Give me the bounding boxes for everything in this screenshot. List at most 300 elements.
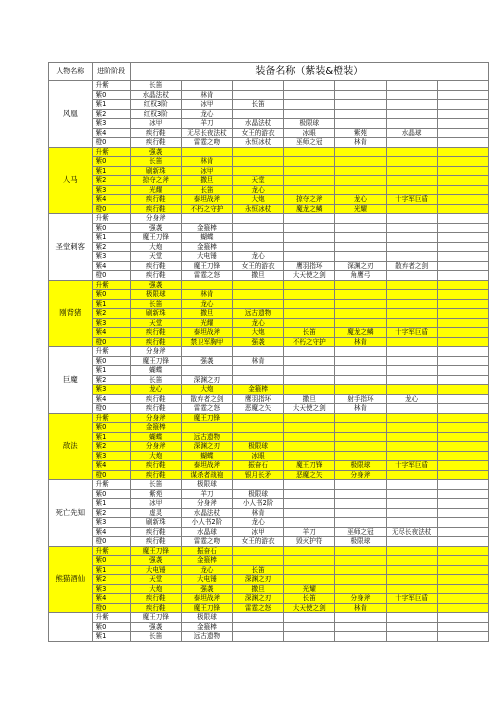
item-cell[interactable]	[386, 423, 437, 433]
item-cell[interactable]	[437, 233, 488, 243]
stage-cell[interactable]: 紫0	[92, 356, 130, 366]
item-cell[interactable]: 分身斧	[181, 499, 232, 509]
item-cell[interactable]	[386, 451, 437, 461]
item-cell[interactable]: 林肯	[335, 138, 386, 148]
item-cell[interactable]: 女王的游衣	[233, 128, 284, 138]
item-cell[interactable]: 撒旦	[233, 584, 284, 594]
item-cell[interactable]: 长笛	[284, 594, 335, 604]
item-cell[interactable]	[284, 613, 335, 623]
item-cell[interactable]	[386, 347, 437, 357]
item-cell[interactable]	[233, 90, 284, 100]
item-cell[interactable]: 金箍棒	[181, 556, 232, 566]
item-cell[interactable]: 冰眼	[284, 128, 335, 138]
hero-name-cell[interactable]: 死亡先知	[49, 480, 93, 547]
stage-cell[interactable]: 升紫	[92, 613, 130, 623]
item-cell[interactable]	[335, 489, 386, 499]
item-cell[interactable]	[386, 223, 437, 233]
item-cell[interactable]: 蝴蝶	[181, 451, 232, 461]
item-cell[interactable]	[386, 470, 437, 480]
stage-cell[interactable]: 紫3	[92, 318, 130, 328]
item-cell[interactable]: 不朽之守护	[181, 204, 232, 214]
stage-cell[interactable]: 橙0	[92, 337, 130, 347]
item-cell[interactable]: 小人书2阶	[233, 499, 284, 509]
item-cell[interactable]	[386, 204, 437, 214]
item-cell[interactable]: 龙心	[335, 195, 386, 205]
item-cell[interactable]: 光耀	[181, 318, 232, 328]
item-cell[interactable]	[437, 527, 488, 537]
stage-cell[interactable]: 橙0	[92, 204, 130, 214]
item-cell[interactable]	[437, 432, 488, 442]
stage-cell[interactable]: 升紫	[92, 280, 130, 290]
item-cell[interactable]	[335, 356, 386, 366]
item-cell[interactable]	[437, 90, 488, 100]
stage-cell[interactable]: 紫1	[92, 100, 130, 110]
stage-cell[interactable]: 紫4	[92, 394, 130, 404]
item-cell[interactable]: 金箍棒	[181, 223, 232, 233]
item-cell[interactable]: 林肯	[181, 157, 232, 167]
item-cell[interactable]	[284, 451, 335, 461]
item-cell[interactable]	[335, 451, 386, 461]
item-cell[interactable]: 魔王刀锋	[284, 461, 335, 471]
item-cell[interactable]	[437, 565, 488, 575]
item-cell[interactable]: 分身斧	[335, 594, 386, 604]
item-cell[interactable]	[233, 223, 284, 233]
item-cell[interactable]	[386, 613, 437, 623]
item-cell[interactable]: 疾行鞋	[130, 594, 181, 604]
item-cell[interactable]	[335, 318, 386, 328]
item-cell[interactable]: 巫师之冠	[335, 527, 386, 537]
item-cell[interactable]	[386, 185, 437, 195]
item-cell[interactable]: 冰眼	[233, 451, 284, 461]
stage-cell[interactable]: 紫4	[92, 328, 130, 338]
stage-cell[interactable]: 升紫	[92, 347, 130, 357]
stage-cell[interactable]: 橙0	[92, 470, 130, 480]
item-cell[interactable]	[386, 432, 437, 442]
item-cell[interactable]	[284, 575, 335, 585]
item-cell[interactable]: 大电锤	[181, 575, 232, 585]
item-cell[interactable]	[437, 176, 488, 186]
item-cell[interactable]: 水晶球	[181, 527, 232, 537]
stage-cell[interactable]: 紫1	[92, 233, 130, 243]
item-cell[interactable]	[437, 584, 488, 594]
stage-cell[interactable]: 橙0	[92, 537, 130, 547]
item-cell[interactable]	[386, 442, 437, 452]
item-cell[interactable]	[437, 337, 488, 347]
item-cell[interactable]: 大炮	[181, 385, 232, 395]
item-cell[interactable]: 长笛	[181, 185, 232, 195]
item-cell[interactable]	[386, 271, 437, 281]
item-cell[interactable]	[386, 252, 437, 262]
item-cell[interactable]	[437, 109, 488, 119]
item-cell[interactable]	[386, 632, 437, 642]
item-cell[interactable]	[386, 90, 437, 100]
item-cell[interactable]	[335, 546, 386, 556]
item-cell[interactable]: 掠夺之斧	[130, 176, 181, 186]
item-cell[interactable]	[437, 271, 488, 281]
item-cell[interactable]: 恶魔之矢	[284, 470, 335, 480]
item-cell[interactable]	[386, 147, 437, 157]
item-cell[interactable]	[284, 480, 335, 490]
item-cell[interactable]	[386, 299, 437, 309]
item-cell[interactable]: 强袭	[130, 556, 181, 566]
stage-cell[interactable]: 紫0	[92, 223, 130, 233]
stage-cell[interactable]: 紫2	[92, 242, 130, 252]
item-cell[interactable]	[386, 138, 437, 148]
item-cell[interactable]	[437, 204, 488, 214]
item-cell[interactable]	[284, 366, 335, 376]
item-cell[interactable]: 十字军巨盾	[386, 328, 437, 338]
stage-cell[interactable]: 紫3	[92, 451, 130, 461]
item-cell[interactable]: 紫苑	[335, 128, 386, 138]
item-cell[interactable]: 长笛	[130, 480, 181, 490]
item-cell[interactable]	[386, 480, 437, 490]
item-cell[interactable]	[335, 347, 386, 357]
item-cell[interactable]	[335, 280, 386, 290]
item-cell[interactable]: 十字军巨盾	[386, 461, 437, 471]
item-cell[interactable]: 天堂	[233, 176, 284, 186]
item-cell[interactable]: 强袭	[233, 337, 284, 347]
item-cell[interactable]: 林肯	[181, 90, 232, 100]
item-cell[interactable]	[437, 138, 488, 148]
item-cell[interactable]: 蝴蝶	[181, 233, 232, 243]
item-cell[interactable]	[335, 100, 386, 110]
item-cell[interactable]	[437, 613, 488, 623]
item-cell[interactable]	[386, 157, 437, 167]
item-cell[interactable]: 魔王刀锋	[181, 413, 232, 423]
item-cell[interactable]: 魔王刀锋	[130, 546, 181, 556]
item-cell[interactable]	[233, 546, 284, 556]
item-cell[interactable]: 疾行鞋	[130, 470, 181, 480]
item-cell[interactable]	[386, 166, 437, 176]
item-cell[interactable]	[284, 90, 335, 100]
item-cell[interactable]	[233, 81, 284, 91]
stage-cell[interactable]: 紫2	[92, 575, 130, 585]
item-cell[interactable]: 林肯	[233, 508, 284, 518]
item-cell[interactable]	[284, 299, 335, 309]
item-cell[interactable]	[284, 242, 335, 252]
item-cell[interactable]: 极限球	[335, 537, 386, 547]
item-cell[interactable]: 水晶法杖	[233, 119, 284, 129]
item-cell[interactable]	[284, 423, 335, 433]
item-cell[interactable]: 羊刀	[181, 119, 232, 129]
item-cell[interactable]: 水晶法杖	[130, 90, 181, 100]
item-cell[interactable]	[284, 147, 335, 157]
item-cell[interactable]	[284, 565, 335, 575]
stage-cell[interactable]: 紫1	[92, 632, 130, 642]
item-cell[interactable]	[437, 252, 488, 262]
item-cell[interactable]: 龙心	[386, 394, 437, 404]
item-cell[interactable]	[335, 157, 386, 167]
item-cell[interactable]	[437, 195, 488, 205]
item-cell[interactable]	[386, 176, 437, 186]
item-cell[interactable]	[284, 442, 335, 452]
item-cell[interactable]: 金箍棒	[233, 385, 284, 395]
item-cell[interactable]	[335, 584, 386, 594]
item-cell[interactable]	[437, 518, 488, 528]
item-cell[interactable]	[233, 280, 284, 290]
item-cell[interactable]	[386, 375, 437, 385]
item-cell[interactable]	[386, 309, 437, 319]
item-cell[interactable]	[386, 280, 437, 290]
item-cell[interactable]: 鹰羽指环	[284, 261, 335, 271]
stage-cell[interactable]: 紫1	[92, 166, 130, 176]
item-cell[interactable]: 深渊之刃	[181, 442, 232, 452]
item-cell[interactable]: 天堂	[130, 252, 181, 262]
stage-cell[interactable]: 紫1	[92, 366, 130, 376]
item-cell[interactable]: 长笛	[130, 157, 181, 167]
item-cell[interactable]	[284, 556, 335, 566]
item-cell[interactable]: 龙心	[181, 299, 232, 309]
stage-cell[interactable]: 紫0	[92, 489, 130, 499]
item-cell[interactable]	[335, 518, 386, 528]
stage-cell[interactable]: 紫0	[92, 90, 130, 100]
item-cell[interactable]	[335, 119, 386, 129]
item-cell[interactable]: 疾行鞋	[130, 461, 181, 471]
item-cell[interactable]: 撒旦	[233, 271, 284, 281]
item-cell[interactable]	[386, 356, 437, 366]
item-cell[interactable]: 林肯	[335, 603, 386, 613]
item-cell[interactable]	[284, 413, 335, 423]
stage-cell[interactable]: 紫3	[92, 252, 130, 262]
item-cell[interactable]	[386, 81, 437, 91]
item-cell[interactable]	[284, 432, 335, 442]
item-cell[interactable]: 雷霆之吻	[181, 138, 232, 148]
item-cell[interactable]: 长笛	[284, 328, 335, 338]
item-cell[interactable]	[335, 242, 386, 252]
item-cell[interactable]: 羊刀	[181, 489, 232, 499]
item-cell[interactable]: 恶魔之矢	[233, 404, 284, 414]
item-cell[interactable]	[335, 385, 386, 395]
item-cell[interactable]: 冰甲	[233, 527, 284, 537]
item-cell[interactable]	[181, 81, 232, 91]
item-cell[interactable]	[284, 632, 335, 642]
item-cell[interactable]	[335, 499, 386, 509]
item-cell[interactable]: 魔王刀锋	[181, 261, 232, 271]
item-cell[interactable]	[386, 546, 437, 556]
item-cell[interactable]: 大天使之剑	[284, 603, 335, 613]
item-cell[interactable]: 无尽长夜法杖	[181, 128, 232, 138]
item-cell[interactable]: 魔王刀锋	[130, 356, 181, 366]
stage-cell[interactable]: 紫1	[92, 299, 130, 309]
item-cell[interactable]	[233, 366, 284, 376]
item-cell[interactable]: 强袭	[130, 280, 181, 290]
item-cell[interactable]	[335, 214, 386, 224]
item-cell[interactable]	[386, 318, 437, 328]
item-cell[interactable]	[335, 223, 386, 233]
item-cell[interactable]	[284, 185, 335, 195]
item-cell[interactable]: 红权3阶	[130, 109, 181, 119]
item-cell[interactable]: 强袭	[181, 584, 232, 594]
hero-name-cell[interactable]: 刚背猪	[49, 280, 93, 347]
item-cell[interactable]	[437, 318, 488, 328]
item-cell[interactable]: 女王的游衣	[233, 537, 284, 547]
item-cell[interactable]: 强袭	[130, 223, 181, 233]
item-cell[interactable]	[335, 432, 386, 442]
item-cell[interactable]	[233, 233, 284, 243]
item-cell[interactable]	[386, 290, 437, 300]
item-cell[interactable]: 冰甲	[130, 499, 181, 509]
item-cell[interactable]: 红权3阶	[130, 100, 181, 110]
item-cell[interactable]: 长笛	[130, 299, 181, 309]
item-cell[interactable]: 水晶球	[386, 128, 437, 138]
item-cell[interactable]	[284, 223, 335, 233]
stage-cell[interactable]: 升紫	[92, 81, 130, 91]
item-cell[interactable]: 疾行鞋	[130, 128, 181, 138]
item-cell[interactable]: 远古遗物	[181, 432, 232, 442]
item-cell[interactable]: 雷霆之怒	[181, 271, 232, 281]
item-cell[interactable]	[386, 404, 437, 414]
item-cell[interactable]	[386, 518, 437, 528]
item-cell[interactable]: 长笛	[130, 81, 181, 91]
item-cell[interactable]	[386, 233, 437, 243]
item-cell[interactable]	[284, 176, 335, 186]
item-cell[interactable]: 刷新珠	[130, 518, 181, 528]
hero-name-cell[interactable]: 敌法	[49, 413, 93, 480]
item-cell[interactable]	[437, 537, 488, 547]
item-cell[interactable]	[233, 423, 284, 433]
item-cell[interactable]	[437, 556, 488, 566]
item-cell[interactable]	[386, 603, 437, 613]
item-cell[interactable]: 大炮	[130, 242, 181, 252]
item-cell[interactable]: 禁卫军胸甲	[181, 337, 232, 347]
item-cell[interactable]: 撒旦	[181, 176, 232, 186]
item-cell[interactable]: 远古遗物	[233, 309, 284, 319]
hero-name-cell[interactable]: 人马	[49, 147, 93, 214]
item-cell[interactable]	[437, 404, 488, 414]
item-cell[interactable]: 永恒冰杖	[233, 204, 284, 214]
stage-cell[interactable]: 升紫	[92, 413, 130, 423]
stage-cell[interactable]: 升紫	[92, 546, 130, 556]
item-cell[interactable]	[335, 299, 386, 309]
stage-cell[interactable]: 紫4	[92, 461, 130, 471]
item-cell[interactable]: 雷霆之怒	[233, 603, 284, 613]
item-cell[interactable]: 大电锤	[181, 252, 232, 262]
item-cell[interactable]	[437, 290, 488, 300]
item-cell[interactable]: 冰甲	[181, 100, 232, 110]
stage-cell[interactable]: 紫1	[92, 499, 130, 509]
item-cell[interactable]	[335, 252, 386, 262]
item-cell[interactable]	[233, 375, 284, 385]
item-cell[interactable]	[284, 375, 335, 385]
item-cell[interactable]	[437, 499, 488, 509]
item-cell[interactable]: 疾行鞋	[130, 204, 181, 214]
item-cell[interactable]: 永恒冰杖	[233, 138, 284, 148]
item-cell[interactable]	[284, 280, 335, 290]
item-cell[interactable]	[437, 299, 488, 309]
item-cell[interactable]: 深渊之刃	[181, 375, 232, 385]
item-cell[interactable]: 金箍棒	[181, 242, 232, 252]
item-cell[interactable]: 极限球	[130, 290, 181, 300]
stage-cell[interactable]: 紫0	[92, 290, 130, 300]
item-cell[interactable]	[386, 337, 437, 347]
item-cell[interactable]: 光耀	[284, 584, 335, 594]
item-cell[interactable]	[437, 394, 488, 404]
item-cell[interactable]	[437, 442, 488, 452]
stage-cell[interactable]: 紫1	[92, 565, 130, 575]
item-cell[interactable]: 极限球	[181, 613, 232, 623]
stage-cell[interactable]: 紫0	[92, 157, 130, 167]
item-cell[interactable]: 龙心	[233, 185, 284, 195]
item-cell[interactable]: 魔王刀锋	[181, 603, 232, 613]
item-cell[interactable]	[386, 214, 437, 224]
item-cell[interactable]	[181, 280, 232, 290]
item-cell[interactable]: 泰坦战斧	[181, 195, 232, 205]
item-cell[interactable]: 长笛	[233, 565, 284, 575]
hero-name-cell[interactable]: 巨魔	[49, 347, 93, 414]
item-cell[interactable]	[284, 347, 335, 357]
item-cell[interactable]: 十字军巨盾	[386, 195, 437, 205]
item-cell[interactable]: 撒旦	[181, 309, 232, 319]
item-cell[interactable]: 林肯	[233, 356, 284, 366]
hero-name-cell[interactable]: 圣堂刺客	[49, 214, 93, 281]
item-cell[interactable]: 小人书2阶	[181, 518, 232, 528]
item-cell[interactable]	[386, 385, 437, 395]
hero-name-cell[interactable]: 熊猫酒仙	[49, 546, 93, 613]
item-cell[interactable]: 天堂	[130, 575, 181, 585]
stage-cell[interactable]: 紫3	[92, 119, 130, 129]
item-cell[interactable]: 强袭	[130, 622, 181, 632]
item-cell[interactable]	[437, 385, 488, 395]
item-cell[interactable]: 林肯	[181, 290, 232, 300]
item-cell[interactable]	[386, 508, 437, 518]
item-cell[interactable]	[233, 613, 284, 623]
stage-cell[interactable]: 紫3	[92, 385, 130, 395]
item-cell[interactable]	[233, 480, 284, 490]
item-cell[interactable]: 深渊之刃	[233, 594, 284, 604]
item-cell[interactable]: 大天使之剑	[284, 404, 335, 414]
item-cell[interactable]: 刷新珠	[130, 309, 181, 319]
stage-cell[interactable]: 紫0	[92, 556, 130, 566]
item-cell[interactable]: 金箍棒	[130, 423, 181, 433]
item-cell[interactable]: 疾行鞋	[130, 271, 181, 281]
item-cell[interactable]	[335, 176, 386, 186]
item-cell[interactable]: 极限球	[233, 442, 284, 452]
item-cell[interactable]: 分身斧	[130, 413, 181, 423]
hero-name-cell[interactable]: 风凰	[49, 81, 93, 148]
item-cell[interactable]: 分身斧	[335, 470, 386, 480]
item-cell[interactable]	[284, 81, 335, 91]
item-cell[interactable]	[335, 309, 386, 319]
item-cell[interactable]: 雷霆之吻	[181, 537, 232, 547]
stage-cell[interactable]: 紫2	[92, 109, 130, 119]
item-cell[interactable]	[437, 489, 488, 499]
item-cell[interactable]: 大电锤	[130, 565, 181, 575]
stage-cell[interactable]: 紫2	[92, 508, 130, 518]
item-cell[interactable]	[335, 622, 386, 632]
item-cell[interactable]: 光耀	[335, 204, 386, 214]
item-cell[interactable]: 泰坦战斧	[181, 461, 232, 471]
item-cell[interactable]	[233, 347, 284, 357]
item-cell[interactable]: 龙心	[233, 252, 284, 262]
stage-cell[interactable]: 橙0	[92, 603, 130, 613]
item-cell[interactable]: 极限球	[284, 119, 335, 129]
stage-cell[interactable]: 紫4	[92, 527, 130, 537]
item-cell[interactable]	[233, 157, 284, 167]
item-cell[interactable]	[437, 157, 488, 167]
item-cell[interactable]: 疾行鞋	[130, 603, 181, 613]
item-cell[interactable]	[437, 119, 488, 129]
item-cell[interactable]	[437, 81, 488, 91]
item-cell[interactable]: 林肯	[335, 404, 386, 414]
item-cell[interactable]: 振奋石	[181, 546, 232, 556]
item-cell[interactable]	[233, 214, 284, 224]
item-cell[interactable]	[335, 375, 386, 385]
item-cell[interactable]	[386, 100, 437, 110]
item-cell[interactable]: 远古遗物	[181, 632, 232, 642]
item-cell[interactable]: 谋杀者战袍	[181, 470, 232, 480]
stage-cell[interactable]: 紫1	[92, 432, 130, 442]
item-cell[interactable]	[335, 81, 386, 91]
